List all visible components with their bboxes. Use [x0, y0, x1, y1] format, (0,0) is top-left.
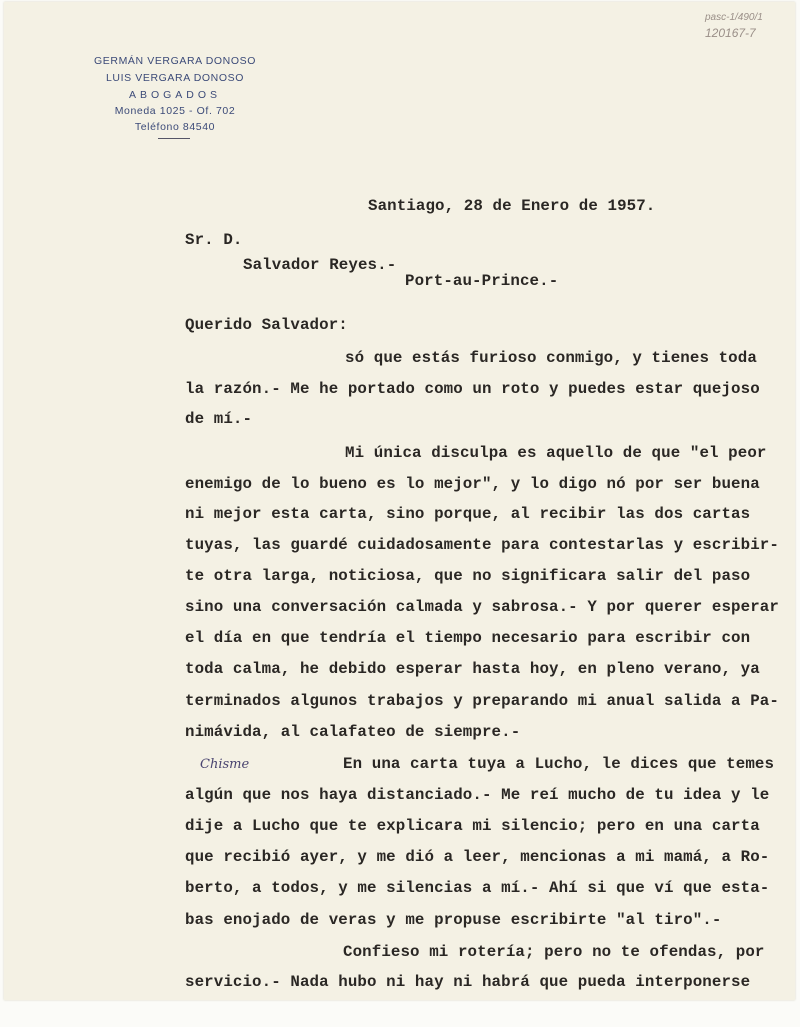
body-line: toda calma, he debido esperar hasta hoy, en pleno verano, ya — [185, 660, 760, 678]
body-line: te otra larga, noticiosa, que no significara salir del paso — [185, 567, 751, 585]
letterhead-line: GERMÁN VERGARA DONOSO — [94, 55, 256, 67]
body-line: ni mejor esta carta, sino porque, al recibir las dos cartas — [185, 505, 751, 523]
handwritten-note: Chisme — [200, 757, 250, 772]
body-line: de mí.- — [185, 410, 253, 428]
body-line: que recibió ayer, y me dió a leer, mencionas a mi mamá, a Ro- — [185, 848, 770, 866]
body-line: sino una conversación calmada y sabrosa.- Y por querer esperar — [185, 598, 779, 616]
body-line: el día en que tendría el tiempo necesario para escribir con — [185, 629, 751, 647]
body-line: tuyas, las guardé cuidadosamente para contestarlas y escribir- — [185, 536, 779, 554]
body-line: algún que nos haya distanciado.- Me reí mucho de tu idea y le — [185, 786, 770, 804]
body-line: dije a Lucho que te explicara mi silencio; pero en una carta — [185, 817, 760, 835]
body-line: servicio.- Nada hubo ni hay ni habrá que pueda interponerse — [185, 973, 751, 991]
body-line: la razón.- Me he portado como un roto y puedes estar quejoso — [185, 380, 760, 398]
archive-mark: 120167-7 — [705, 26, 756, 40]
body-line: bas enojado de veras y me propuse escribirte "al tiro".- — [185, 911, 722, 929]
recipient-location: Port-au-Prince.- — [405, 272, 559, 290]
body-line: só que estás furioso conmigo, y tienes toda — [345, 349, 757, 367]
letterhead-divider — [158, 138, 190, 139]
letterhead-line: Teléfono 84540 — [134, 121, 216, 133]
letterhead-line: LUIS VERGARA DONOSO — [105, 72, 244, 84]
body-line: enemigo de lo bueno es lo mejor", y lo digo nó por ser buena — [185, 475, 760, 493]
salutation: Querido Salvador: — [185, 316, 348, 334]
letterhead-line: ABOGADOS — [128, 89, 222, 101]
body-line: Confieso mi rotería; pero no te ofendas, por — [343, 943, 765, 961]
archive-mark: pasc-1/490/1 — [705, 12, 763, 23]
body-line: terminados algunos trabajos y preparando mi anual salida a Pa- — [185, 692, 779, 710]
recipient-name: Salvador Reyes.- — [243, 256, 397, 274]
body-line: nimávida, al calafateo de siempre.- — [185, 723, 521, 741]
letter-date: Santiago, 28 de Enero de 1957. — [368, 197, 656, 215]
recipient-title: Sr. D. — [185, 231, 243, 249]
letterhead-line: Moneda 1025 - Of. 702 — [114, 105, 236, 117]
body-line: Mi única disculpa es aquello de que "el peor — [345, 444, 767, 462]
body-line: berto, a todos, y me silencias a mí.- Ahí si que ví que esta- — [185, 879, 770, 897]
body-line: En una carta tuya a Lucho, le dices que temes — [343, 755, 775, 773]
